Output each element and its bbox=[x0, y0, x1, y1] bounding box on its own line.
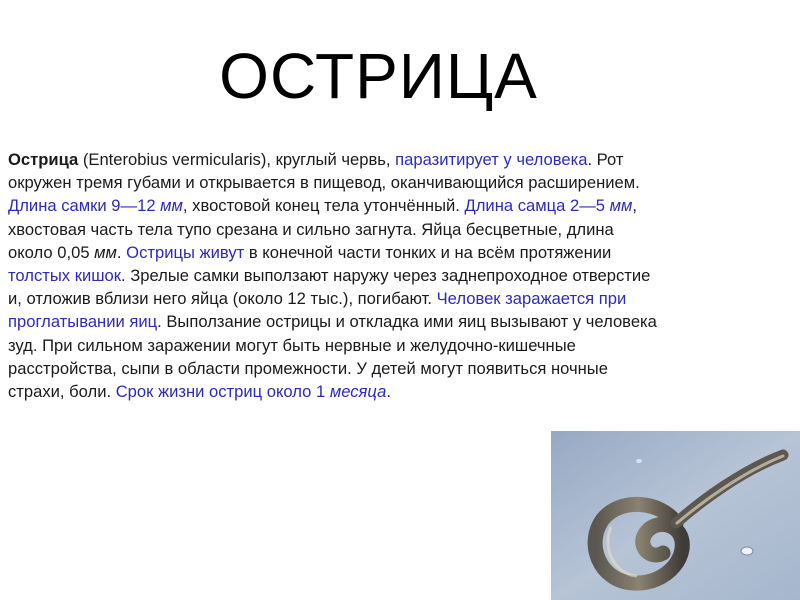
text-segment: зуд. При сильном заражении могут быть нервные и желудочно-кишечные bbox=[8, 335, 576, 355]
text-segment: Срок жизни остриц около 1 bbox=[115, 382, 330, 402]
text-segment: мм bbox=[94, 242, 117, 262]
text-segment: . bbox=[386, 382, 391, 402]
text-segment: месяца bbox=[329, 382, 387, 402]
text-segment: Острица bbox=[8, 150, 79, 169]
text-segment: . Рот bbox=[587, 150, 624, 169]
text-line bbox=[8, 171, 778, 194]
text-line bbox=[8, 148, 778, 171]
text-segment: . Выползание острицы и откладка ими яиц вызывают у человека bbox=[157, 312, 657, 332]
text-segment: . bbox=[116, 242, 127, 262]
text-segment: страхи, боли. bbox=[8, 382, 116, 402]
page-title: ОСТРИЦА bbox=[219, 40, 538, 112]
text-line bbox=[8, 380, 778, 403]
text-line bbox=[8, 310, 778, 333]
text-line bbox=[8, 264, 778, 287]
text-segment: Длина самки 9—12 bbox=[8, 196, 161, 216]
description-text bbox=[8, 148, 778, 403]
text-segment: в конечной части тонких и на всём протяжении bbox=[244, 242, 612, 262]
text-segment: и, отложив вблизи него яйца (около 12 тыс.), погибают. bbox=[8, 289, 437, 309]
text-line bbox=[8, 241, 778, 264]
text-segment: . Зрелые самки выползают наружу через заднепроходное отверстие bbox=[121, 266, 651, 286]
text-segment: расстройства, сыпи в области промежности. У детей могут появиться ночные bbox=[8, 358, 608, 378]
text-segment: хвостовая часть тела тупо срезана и сильно загнута. Яйца бесцветные, длина bbox=[8, 219, 614, 239]
text-segment: мм bbox=[160, 196, 183, 216]
text-segment: , bbox=[632, 196, 638, 216]
text-segment: Длина самца 2—5 bbox=[464, 196, 610, 216]
text-line bbox=[8, 334, 778, 357]
text-segment: , хвостовой конец тела утончённый. bbox=[182, 196, 465, 216]
text-segment: около 0,05 bbox=[8, 242, 95, 262]
text-segment: Острицы живут bbox=[126, 242, 245, 262]
text-segment: окружен тремя губами и открывается в пищевод, оканчивающийся расширением. bbox=[8, 173, 640, 193]
text-line bbox=[8, 287, 778, 310]
text-segment: Человек заражается при bbox=[436, 289, 627, 309]
text-segment: мм bbox=[609, 196, 633, 216]
text-line bbox=[8, 218, 778, 241]
text-segment: проглатывании яиц bbox=[8, 312, 158, 332]
text-line bbox=[8, 357, 778, 380]
text-line bbox=[8, 194, 778, 217]
pinworm-photo bbox=[551, 431, 800, 600]
text-segment: паразитирует у человека bbox=[395, 150, 588, 169]
text-segment: (Enterobius vermicularis), круглый червь, bbox=[78, 150, 396, 169]
text-segment: толстых кишок bbox=[8, 266, 122, 286]
